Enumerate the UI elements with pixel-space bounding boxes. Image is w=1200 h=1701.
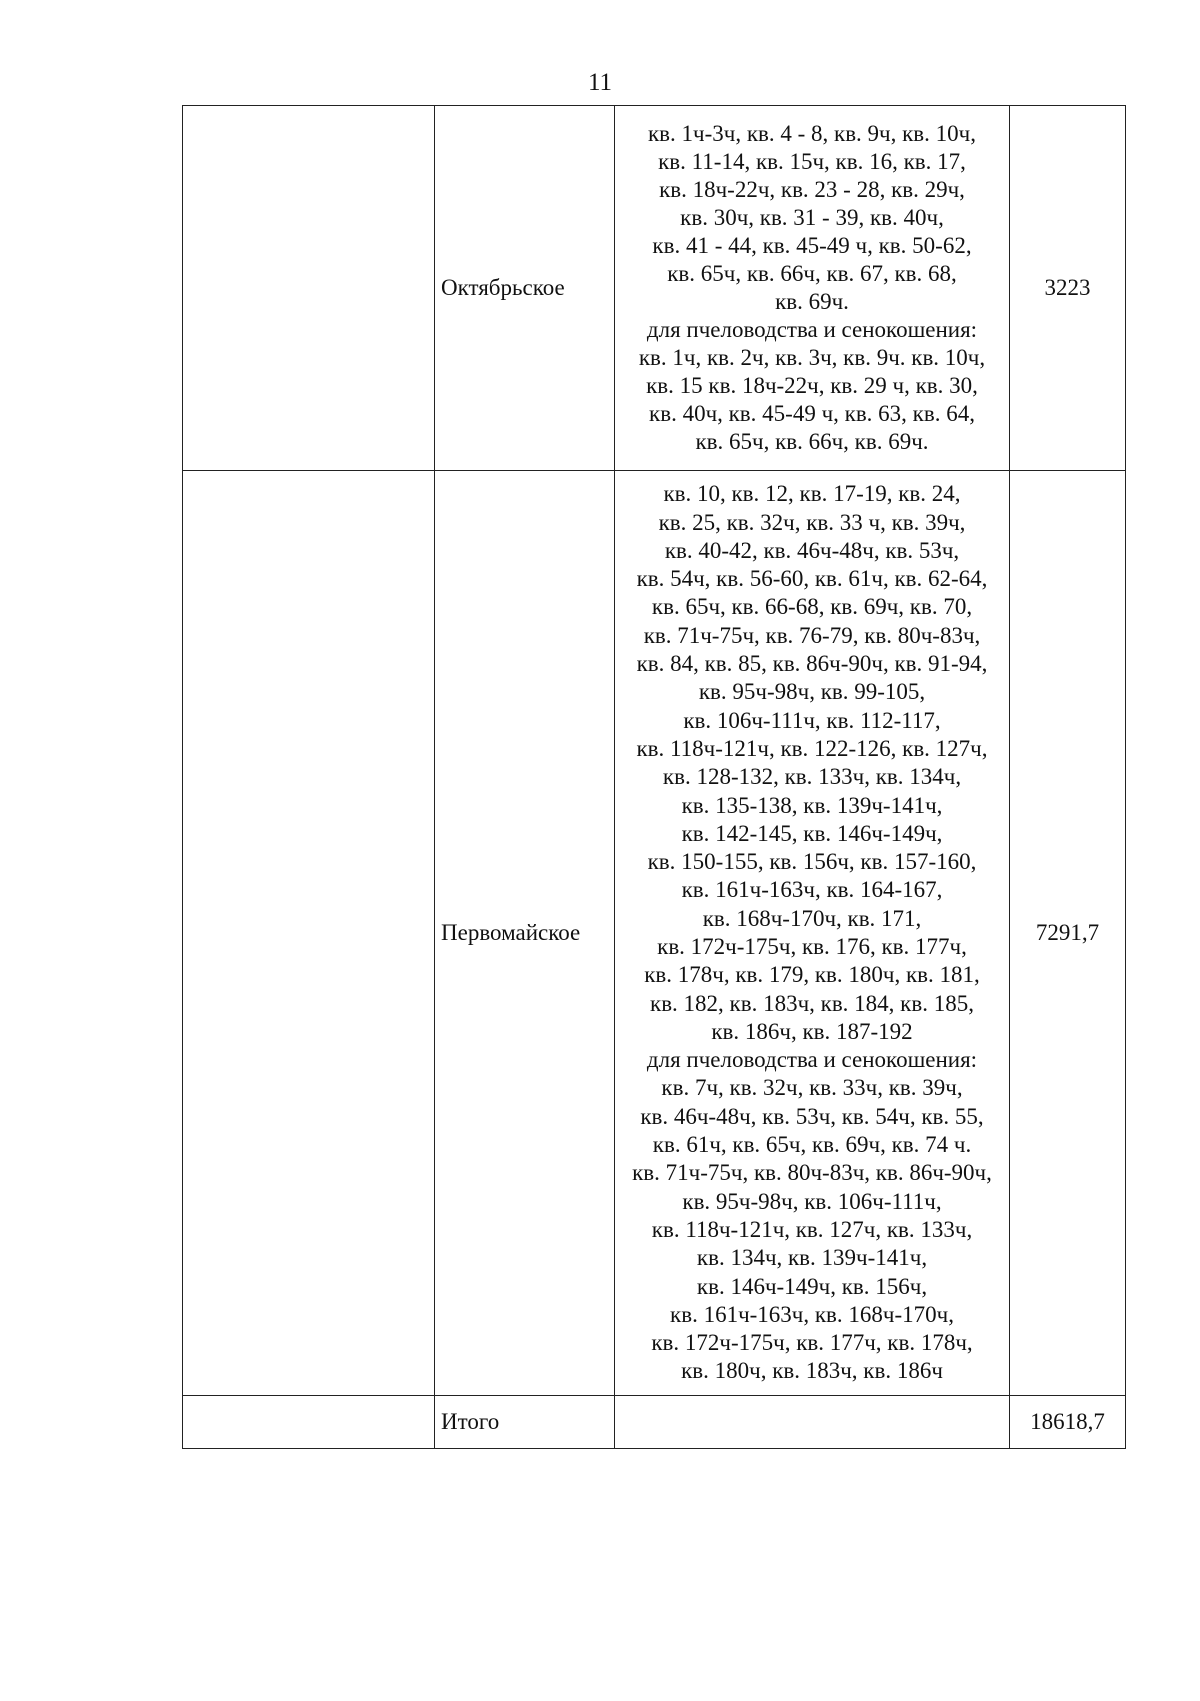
table-row-total (183, 1396, 1126, 1449)
total-area-cell: 18618,7 (1010, 1396, 1126, 1449)
quarters-line: кв. 146ч-149ч, кв. 156ч, (696, 1273, 928, 1299)
quarters-line: кв. 186ч, кв. 187-192 (711, 1018, 913, 1044)
quarters-line: кв. 172ч-175ч, кв. 177ч, кв. 178ч, (651, 1330, 973, 1356)
area-cell: 3223 (1010, 106, 1126, 471)
quarters-line: кв. 65ч, кв. 66ч, кв. 67, кв. 68, (667, 261, 957, 286)
quarters-line: кв. 106ч-111ч, кв. 112-117, (683, 707, 941, 733)
quarters-cell (615, 106, 1010, 471)
forestry-name-cell: Октябрьское (435, 106, 615, 471)
quarters-line: кв. 150-155, кв. 156ч, кв. 157-160, (647, 849, 977, 875)
table-row (183, 471, 1126, 1396)
quarters-line: кв. 161ч-163ч, кв. 168ч-170ч, (670, 1301, 954, 1327)
quarters-line: для пчеловодства и сенокошения: (646, 317, 978, 342)
quarters-cell (615, 471, 1010, 1396)
district-cell (183, 471, 435, 1396)
page-number: 11 (587, 69, 613, 96)
quarters-line: кв. 134ч, кв. 139ч-141ч, (696, 1245, 928, 1271)
quarters-line: кв. 65ч, кв. 66-68, кв. 69ч, кв. 70, (651, 594, 973, 620)
quarters-line: кв. 30ч, кв. 31 - 39, кв. 40ч, (680, 205, 944, 230)
table-row (183, 106, 1126, 471)
quarters-line: кв. 40-42, кв. 46ч-48ч, кв. 53ч, (664, 537, 960, 563)
quarters-line: кв. 95ч-98ч, кв. 106ч-111ч, (682, 1188, 942, 1214)
quarters-line: кв. 95ч-98ч, кв. 99-105, (698, 679, 926, 705)
quarters-line: кв. 1ч, кв. 2ч, кв. 3ч, кв. 9ч. кв. 10ч, (638, 345, 986, 370)
quarters-line: кв. 46ч-48ч, кв. 53ч, кв. 54ч, кв. 55, (640, 1103, 984, 1129)
quarters-line: кв. 172ч-175ч, кв. 176, кв. 177ч, (657, 934, 967, 959)
district-cell (183, 106, 435, 471)
area-cell: 7291,7 (1010, 471, 1126, 1396)
quarters-line: кв. 15 кв. 18ч-22ч, кв. 29 ч, кв. 30, (646, 373, 978, 398)
district-cell (183, 1396, 435, 1449)
total-quarters-cell (615, 1396, 1010, 1449)
quarters-line: кв. 142-145, кв. 146ч-149ч, (681, 820, 943, 846)
quarters-line: кв. 41 - 44, кв. 45-49 ч, кв. 50-62, (652, 233, 972, 258)
quarters-line: кв. 69ч. (775, 289, 849, 314)
quarters-line: кв. 61ч, кв. 65ч, кв. 69ч, кв. 74 ч. (652, 1132, 972, 1158)
quarters-line: кв. 7ч, кв. 32ч, кв. 33ч, кв. 39ч, (661, 1075, 963, 1101)
quarters-line: кв. 118ч-121ч, кв. 127ч, кв. 133ч, (651, 1216, 973, 1242)
quarters-line: кв. 1ч-3ч, кв. 4 - 8, кв. 9ч, кв. 10ч, (648, 121, 976, 146)
quarters-line: кв. 128-132, кв. 133ч, кв. 134ч, (662, 764, 962, 790)
quarters-line: кв. 135-138, кв. 139ч-141ч, (681, 792, 943, 818)
forestry-name-cell: Первомайское (435, 471, 615, 1396)
quarters-line: для пчеловодства и сенокошения: (646, 1047, 978, 1073)
quarters-line: кв. 10, кв. 12, кв. 17-19, кв. 24, (663, 481, 961, 507)
quarters-line: кв. 71ч-75ч, кв. 76-79, кв. 80ч-83ч, (643, 622, 981, 648)
quarters-line: кв. 118ч-121ч, кв. 122-126, кв. 127ч, (636, 735, 988, 761)
quarters-line: кв. 182, кв. 183ч, кв. 184, кв. 185, (650, 990, 974, 1016)
quarters-line: кв. 168ч-170ч, кв. 171, (702, 905, 922, 931)
quarters-line: кв. 11-14, кв. 15ч, кв. 16, кв. 17, (658, 149, 966, 174)
quarters-line: кв. 40ч, кв. 45-49 ч, кв. 63, кв. 64, (649, 401, 975, 426)
quarters-line: кв. 178ч, кв. 179, кв. 180ч, кв. 181, (644, 962, 980, 988)
quarters-line: кв. 25, кв. 32ч, кв. 33 ч, кв. 39ч, (658, 509, 966, 535)
quarters-line: кв. 84, кв. 85, кв. 86ч-90ч, кв. 91-94, (636, 651, 988, 677)
total-label-cell: Итого (435, 1396, 615, 1449)
quarters-line: кв. 180ч, кв. 183ч, кв. 186ч (681, 1358, 943, 1384)
quarters-line: кв. 65ч, кв. 66ч, кв. 69ч. (695, 429, 929, 454)
quarters-line: кв. 71ч-75ч, кв. 80ч-83ч, кв. 86ч-90ч, (632, 1160, 992, 1186)
quarters-line: кв. 54ч, кв. 56-60, кв. 61ч, кв. 62-64, (636, 566, 988, 592)
quarters-line: кв. 161ч-163ч, кв. 164-167, (681, 877, 943, 903)
forestry-table (182, 105, 1126, 1449)
quarters-line: кв. 18ч-22ч, кв. 23 - 28, кв. 29ч, (659, 177, 965, 202)
